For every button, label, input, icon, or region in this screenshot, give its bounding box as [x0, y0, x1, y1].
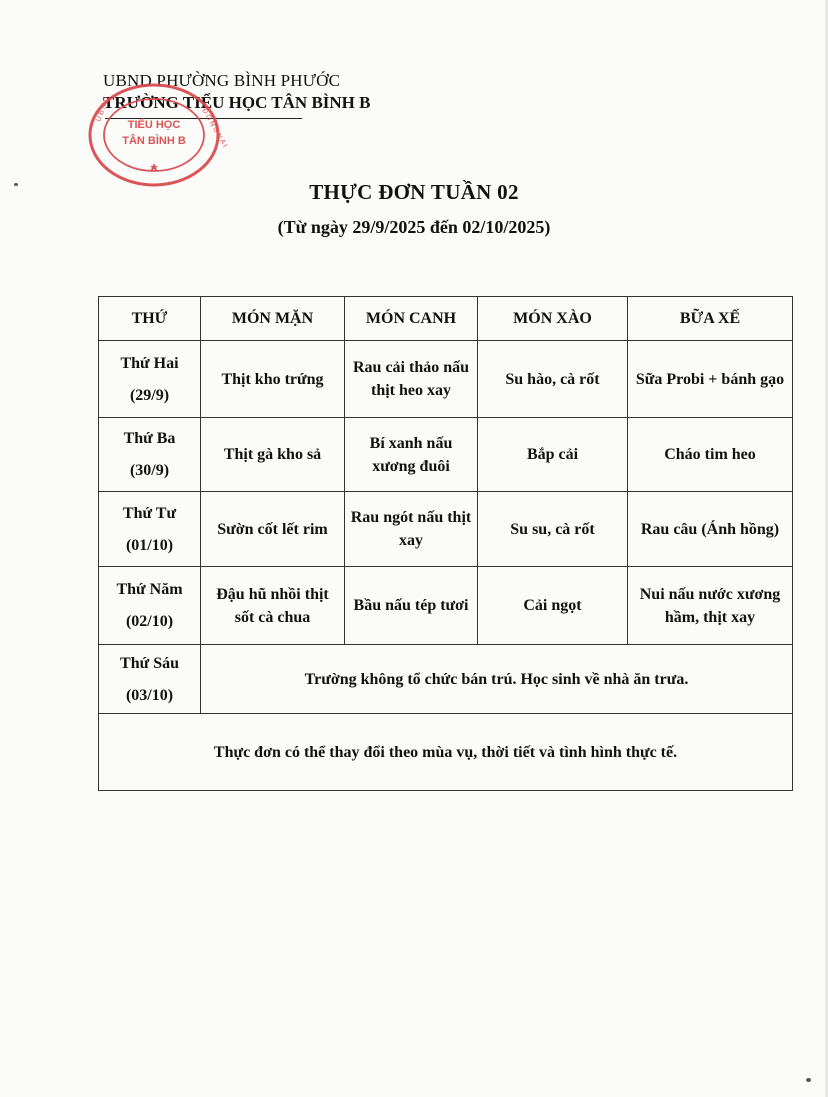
header-day: THỨ: [99, 297, 201, 341]
day-name: Thứ Hai: [120, 354, 179, 372]
day-cell: [99, 645, 201, 714]
no-boarding-note: Trường không tổ chức bán trú. Học sinh về nhà ăn trưa.: [201, 645, 793, 714]
day-date: (29/9): [129, 386, 170, 404]
header-stir-fry: MÓN XÀO: [478, 297, 628, 341]
stir-fry-cell: Su hào, cà rốt: [478, 341, 628, 418]
table-row: [99, 418, 793, 492]
header-snack: BỮA XẾ: [628, 297, 793, 341]
ward-name: UBND PHƯỜNG BÌNH PHƯỚC: [103, 71, 341, 90]
snack-cell: Rau câu (Ánh hồng): [628, 492, 793, 567]
table-row-friday: [99, 645, 793, 714]
main-dish-cell: Sườn cốt lết rim: [201, 492, 345, 567]
school-seal-stamp: [86, 82, 229, 188]
day-date: (03/10): [125, 686, 174, 704]
header-main-dish: MÓN MẶN: [201, 297, 345, 341]
svg-text:U B N D: U B N D: [95, 96, 111, 123]
day-date: (30/9): [129, 462, 170, 479]
snack-cell: Cháo tim heo: [628, 418, 793, 492]
main-dish-cell: Thịt kho trứng: [201, 341, 345, 418]
day-date: (02/10): [125, 613, 174, 630]
svg-text:Đ Ồ N G N A I: Đ Ồ N G N A I: [200, 107, 229, 149]
snack-cell: Nui nấu nước xương hầm, thịt xay: [628, 567, 793, 645]
main-dish-cell: Đậu hũ nhồi thịt sốt cà chua: [201, 567, 345, 645]
menu-date-range: (Từ ngày 29/9/2025 đến 02/10/2025): [277, 217, 551, 237]
scan-speck: [806, 1078, 811, 1082]
day-cell: [99, 341, 201, 418]
day-cell: [99, 492, 201, 567]
svg-text:TIỂU HỌC: TIỂU HỌC: [127, 119, 181, 131]
table-row: [99, 341, 793, 418]
menu-title: THỰC ĐƠN TUẦN 02: [309, 180, 519, 204]
soup-cell: Bầu nấu tép tươi: [345, 567, 478, 645]
school-name: TRƯỜNG TIỂU HỌC TÂN BÌNH B: [103, 93, 371, 112]
table-header-row: [99, 297, 793, 341]
day-name: Thứ Ba: [123, 430, 176, 447]
day-name: Thứ Tư: [122, 504, 177, 522]
stir-fry-cell: Cải ngọt: [478, 567, 628, 645]
table-footnote-row: [99, 714, 793, 791]
svg-text:TÂN BÌNH B: TÂN BÌNH B: [122, 135, 186, 147]
day-date: (01/10): [125, 536, 174, 554]
day-cell: [99, 567, 201, 645]
main-dish-cell: Thịt gà kho sả: [201, 418, 345, 492]
soup-cell: Bí xanh nấu xương đuôi: [345, 418, 478, 492]
weekly-menu-table: [98, 296, 793, 791]
soup-cell: Rau ngót nấu thịt xay: [345, 492, 478, 567]
stir-fry-cell: Su su, cà rốt: [478, 492, 628, 567]
day-cell: [99, 418, 201, 492]
table-row: [99, 567, 793, 645]
table-row: [99, 492, 793, 567]
snack-cell: Sữa Probi + bánh gạo: [628, 341, 793, 418]
header-soup: MÓN CANH: [345, 297, 478, 341]
menu-footnote: Thực đơn có thể thay đổi theo mùa vụ, thời tiết và tình hình thực tế.: [99, 714, 793, 791]
soup-cell: Rau cải thảo nấu thịt heo xay: [345, 341, 478, 418]
day-name: Thứ Năm: [116, 581, 183, 598]
day-name: Thứ Sáu: [120, 654, 179, 672]
stir-fry-cell: Bắp cải: [478, 418, 628, 492]
